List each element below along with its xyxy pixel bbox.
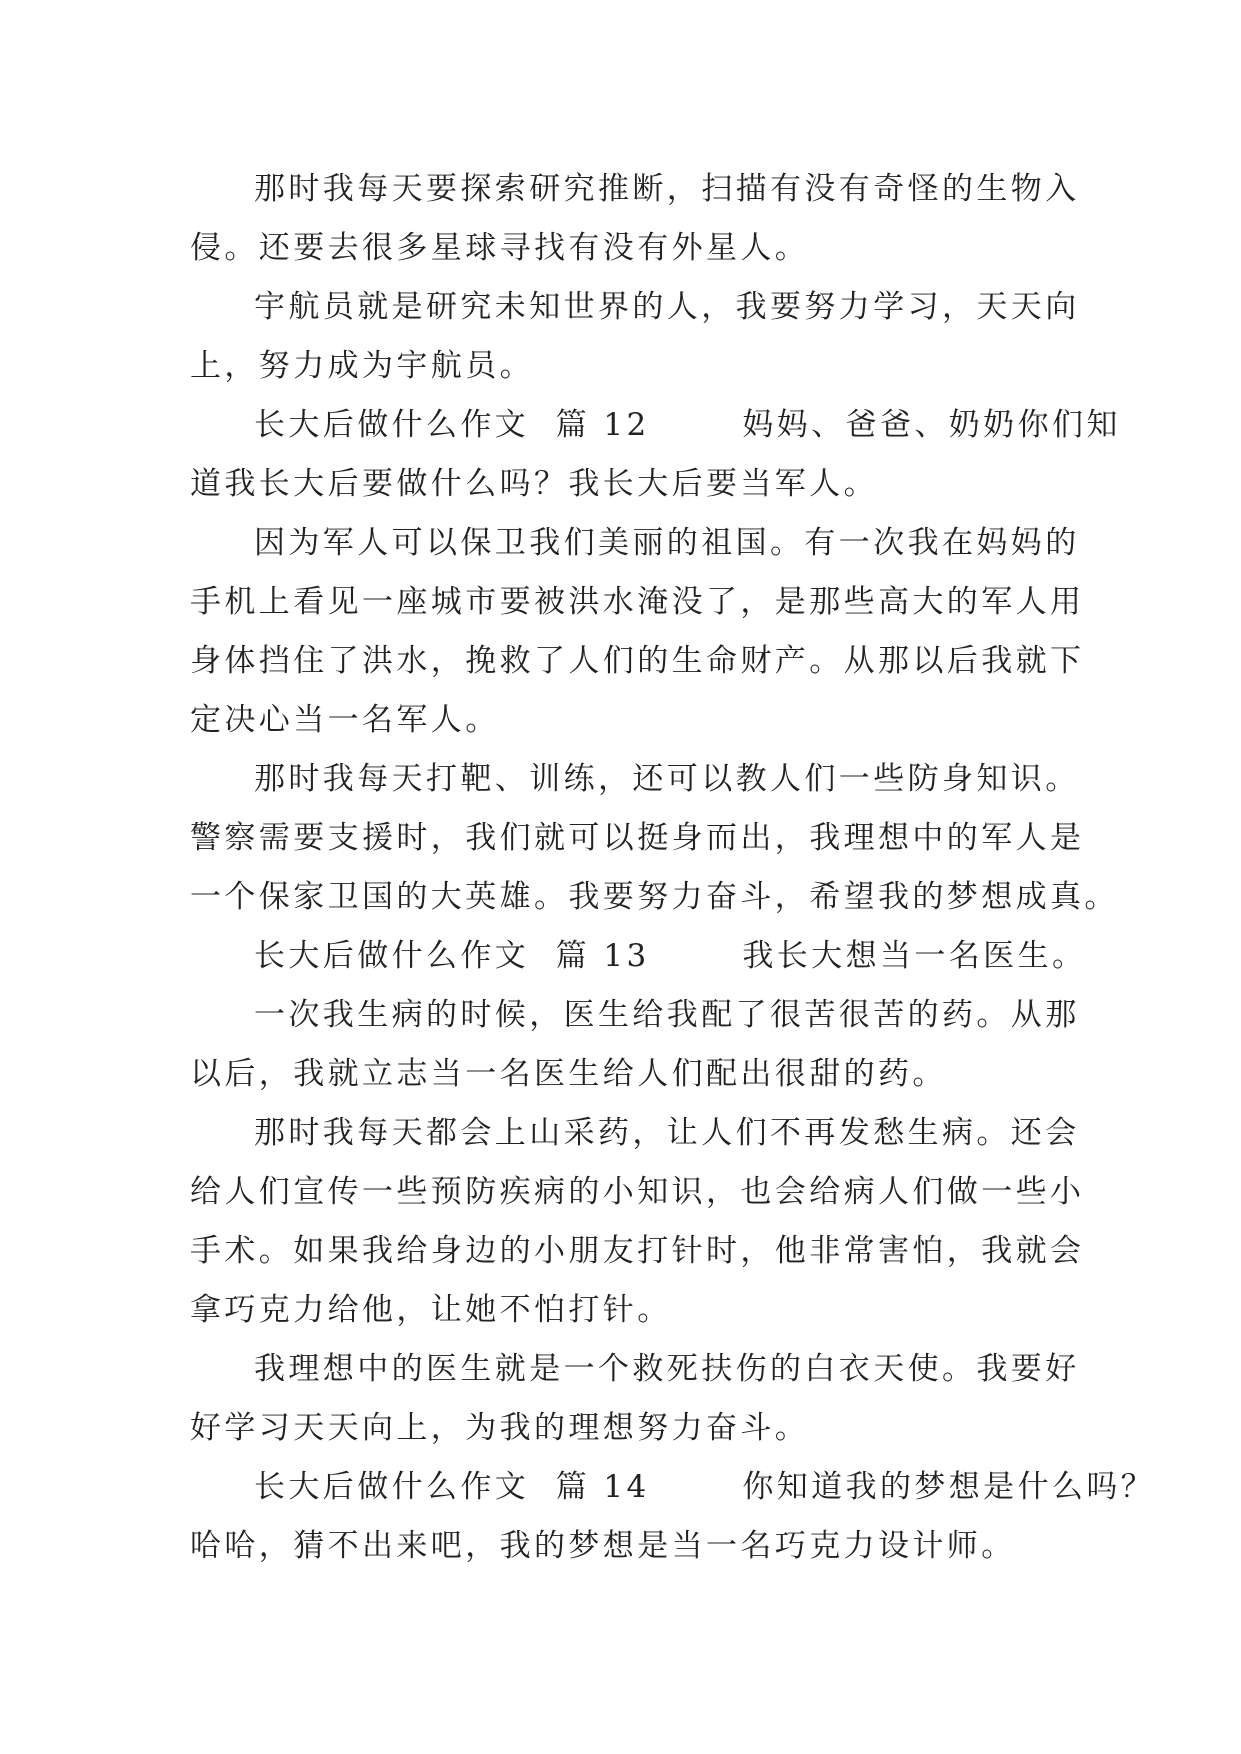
section-heading-line: 长大后做什么作文 篇 13 我长大想当一名医生。 <box>254 938 1087 974</box>
text-line: 警察需要支援时，我们就可以挺身而出，我理想中的军人是 <box>190 820 1085 856</box>
text-line: 那时我每天要探索研究推断，扫描有没有奇怪的生物入 <box>254 171 1080 207</box>
document-body <box>190 160 1156 1576</box>
text-line: 因为军人可以保卫我们美丽的祖国。有一次我在妈妈的 <box>254 525 1080 561</box>
text-line: 拿巧克力给他，让她不怕打针。 <box>190 1292 672 1328</box>
text-line: 好学习天天向上，为我的理想努力奋斗。 <box>190 1410 810 1446</box>
text-line: 哈哈，猜不出来吧，我的梦想是当一名巧克力设计师。 <box>190 1528 1016 1564</box>
section-heading-line: 长大后做什么作文 篇 14 你知道我的梦想是什么吗？ <box>254 1469 1156 1505</box>
section-heading-line: 长大后做什么作文 篇 12 妈妈、爸爸、奶奶你们知 <box>254 407 1121 443</box>
text-line: 给人们宣传一些预防疾病的小知识，也会给病人们做一些小 <box>190 1174 1085 1210</box>
text-line: 手术。如果我给身边的小朋友打针时，他非常害怕，我就会 <box>190 1233 1085 1269</box>
text-line: 一次我生病的时候，医生给我配了很苦很苦的药。从那 <box>254 997 1080 1033</box>
text-line: 道我长大后要做什么吗？我长大后要当军人。 <box>190 466 878 502</box>
text-line: 定决心当一名军人。 <box>190 702 500 738</box>
text-line: 一个保家卫国的大英雄。我要努力奋斗，希望我的梦想成真。 <box>190 879 1119 915</box>
text-line: 宇航员就是研究未知世界的人，我要努力学习，天天向 <box>254 289 1080 325</box>
text-line: 那时我每天都会上山采药，让人们不再发愁生病。还会 <box>254 1115 1080 1151</box>
text-line: 我理想中的医生就是一个救死扶伤的白衣天使。我要好 <box>254 1351 1080 1387</box>
text-line: 上，努力成为宇航员。 <box>190 348 534 384</box>
text-line: 以后，我就立志当一名医生给人们配出很甜的药。 <box>190 1056 947 1092</box>
text-line: 手机上看见一座城市要被洪水淹没了，是那些高大的军人用 <box>190 584 1085 620</box>
text-line: 身体挡住了洪水，挽救了人们的生命财产。从那以后我就下 <box>190 643 1085 679</box>
text-line: 侵。还要去很多星球寻找有没有外星人。 <box>190 230 810 266</box>
text-line: 那时我每天打靶、训练，还可以教人们一些防身知识。 <box>254 761 1080 797</box>
